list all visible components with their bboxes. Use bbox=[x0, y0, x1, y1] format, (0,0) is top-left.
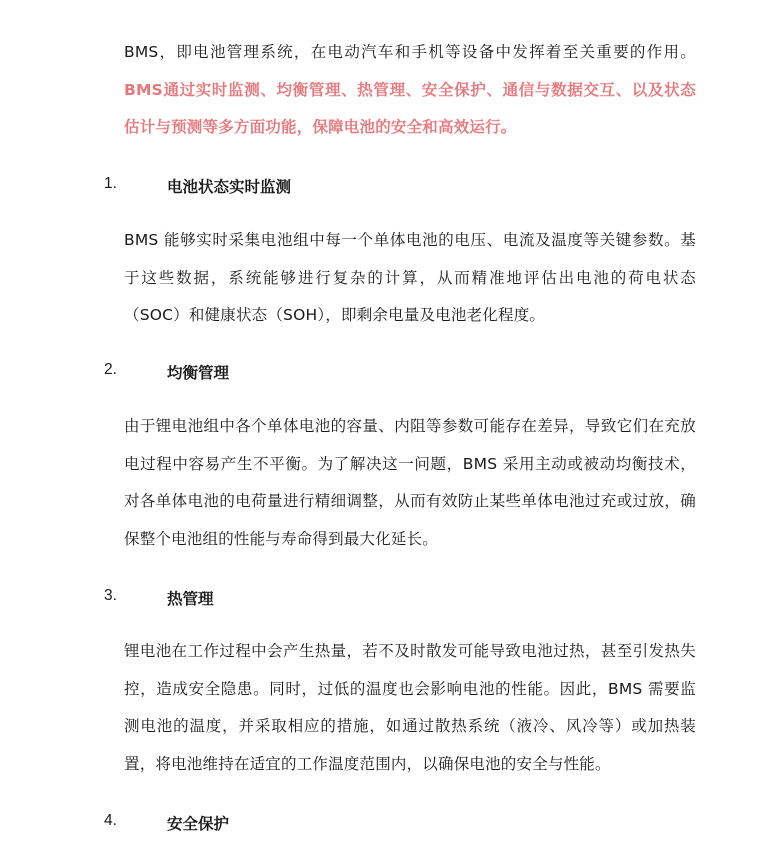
section-title: 热管理 bbox=[167, 590, 214, 608]
section-heading-3 bbox=[0, 587, 783, 611]
section-number: 3. bbox=[104, 587, 117, 604]
intro-paragraph bbox=[124, 34, 696, 147]
section-title: 安全保护 bbox=[167, 815, 230, 833]
section-heading-4 bbox=[0, 812, 783, 836]
section-title: 均衡管理 bbox=[167, 364, 230, 382]
section-body-1: BMS 能够实时采集电池组中每一个单体电池的电压、电流及温度等关键参数。基于这些数据，系统能够进行复杂的计算，从而精准地评估出电池的荷电状态（SOC）和健康状态（SOH），即剩余电量及电池老化程度。 bbox=[124, 231, 696, 324]
intro-highlight-text: BMS通过实时监测、均衡管理、热管理、安全保护、通信与数据交互、以及状态估计与预测等多方面功能，保障电池的安全和高效运行。 bbox=[124, 80, 696, 136]
section-heading-2 bbox=[0, 361, 783, 385]
intro-plain-text: BMS，即电池管理系统，在电动汽车和手机等设备中发挥着至关重要的作用。 bbox=[124, 43, 696, 61]
section-heading-1 bbox=[0, 175, 783, 199]
section-number: 4. bbox=[104, 812, 117, 829]
section-number: 1. bbox=[104, 175, 117, 192]
section-number: 2. bbox=[104, 361, 117, 378]
section-body-2: 由于锂电池组中各个单体电池的容量、内阻等参数可能存在差异，导致它们在充放电过程中容易产生不平衡。为了解决这一问题，BMS 采用主动或被动均衡技术，对各单体电池的电荷量进行精细调整，从而有效防止某些单体电池过充或过放，确保整个电池组的性能与寿命得到最大化延长。 bbox=[124, 417, 696, 548]
section-title: 电池状态实时监测 bbox=[167, 178, 292, 196]
section-body-3: 锂电池在工作过程中会产生热量，若不及时散发可能导致电池过热，甚至引发热失控，造成安全隐患。同时，过低的温度也会影响电池的性能。因此，BMS 需要监测电池的温度，并采取相应的措施，如通过散热系统（液冷、风冷等）或加热装置，将电池维持在适宜的工作温度范围内，以确保电池的安全与性能。 bbox=[124, 642, 696, 773]
